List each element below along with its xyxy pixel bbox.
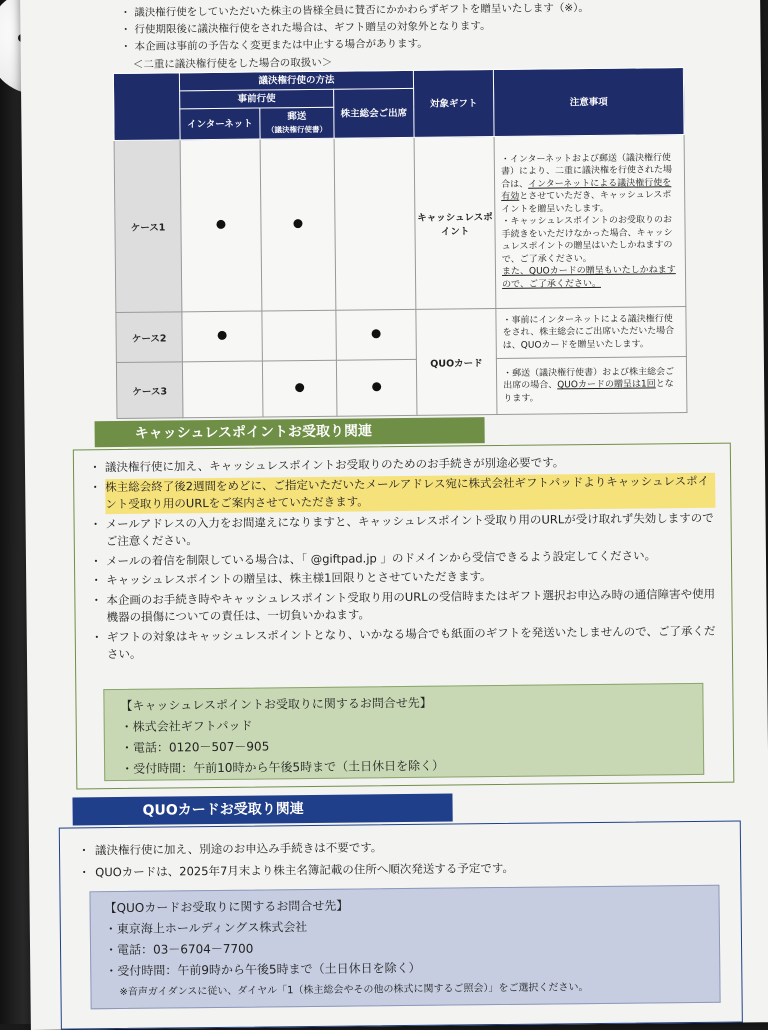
note-underlined: インターネットによる議決権行使を有効 (501, 177, 672, 203)
cashless-section-heading: キャッシュレスポイントお受取り関連 (95, 417, 485, 447)
contact-title: 【QUOカードお受取りに関するお問合せ先】 (104, 898, 349, 916)
table-corner (113, 73, 180, 141)
header-gift: 対象ギフト (413, 70, 494, 138)
document-page (20, 0, 768, 1030)
contact-hours: ・受付時間：午前9時から午後5時まで（土日休日を除く） (105, 960, 421, 979)
top-note: 行使期限後に議決権行使をされた場合は、ギフト贈呈の対象外となります。 (134, 20, 491, 36)
contact-phone: ・電話：03－6704－7700 (104, 941, 254, 958)
header-internet: インターネット (180, 108, 260, 140)
header-meeting: 株主総会ご出席 (334, 88, 415, 138)
case-1-internet (180, 139, 262, 312)
note-text: インターネットおよび郵送（議決権行使書）により、二重に議決権を行使された場合は、 (500, 152, 673, 190)
header-method: 議決権行使の方法 (179, 70, 413, 90)
check-dot (295, 383, 304, 392)
case-2-meeting (336, 309, 417, 360)
list-item: QUOカードは、2025年7月末より株主名簿記載の住所へ順次発送する予定です。 (95, 860, 514, 880)
top-note: 議決権行使をしていただいた株主の皆様全員に賛否にかかわらずギフトを贈呈いたします（※）。 (134, 2, 589, 19)
case-2-mail (262, 310, 337, 361)
quo-contact-box (89, 885, 720, 1010)
list-item: キャッシュレスポイントの贈呈は、株主様1回限りとさせていただきます。 (106, 569, 492, 588)
header-notes: 注意事項 (493, 68, 684, 137)
list-item: 議決権行使に加え、別途のお申込み手続きは不要です。 (94, 840, 383, 858)
note-text: 郵送（議決権行使書）および株主総会ご出席の場合、 (503, 366, 675, 392)
check-dot (218, 330, 227, 339)
header-mail-label: 郵送 (287, 111, 307, 123)
top-notes: ・ 議決権行使をしていただいた株主の皆様全員に賛否にかかわらずギフトを贈呈いたします（※）。 ・ 行使期限後に議決権行使をされた場合は、ギフト贈呈の対象外となります。 ・ 本企画は事前の予告なく変更または中止する場合があります。 (120, 0, 681, 56)
check-dot (293, 219, 302, 228)
case-1-label: ケース1 (114, 140, 182, 313)
case-2-label: ケース2 (116, 312, 183, 363)
check-dot (372, 329, 381, 338)
contact-note: ※音声ガイダンスに従い、ダイヤル「1（株主総会やその他の株式に関するご照会）」をご選択ください。 (119, 982, 589, 999)
header-mail-sub: （議決権行使書） (266, 124, 328, 135)
case-1-notes: ・インターネットおよび郵送（議決権行使書）により、二重に議決権を行使された場合は、インターネットによる議決権行使を有効とさせていただき、キャッシュレスポイントを贈呈いたします。 ・キャッシュレスポイントのお受取りのお手続きをいただけなかった場合、キャッシュレスポイントの贈呈はいたしかねますので、ご了承ください。 また、QUOカードの贈呈もいたしかねますので、ご了承ください。 (494, 135, 686, 309)
contact-phone: ・電話：0120－507－905 (120, 739, 270, 755)
header-advance: 事前行使 (180, 89, 334, 109)
case-3-meeting (336, 359, 417, 416)
list-item: メールアドレスの入力をお間違えになりますと、キャッシュレスポイント受取り用のURLが受け取れず失効しますのでご注意ください。 (105, 510, 714, 549)
case-1-meeting (334, 137, 416, 310)
list-item-highlighted: 株主総会終了後2週間をめどに、ご指定いただいたメールアドレス宛に株式会社ギフトパッドよりキャッシュレスポイント受取り用のURLをご案内させていただきます。 (105, 472, 715, 513)
case-2-3-gift: QUOカード (416, 309, 497, 416)
note-underlined: QUOカードの贈呈は1回 (557, 379, 656, 391)
case-1-mail (260, 138, 336, 311)
case-1-gift: キャッシュレスポイント (414, 137, 496, 310)
case-3-label: ケース3 (116, 362, 183, 419)
note-text: とさせていただき、キャッシュレスポイントを贈呈いたします。 (501, 190, 672, 215)
case-3-internet (182, 361, 263, 418)
cashless-contact-box (103, 683, 704, 781)
case-3-notes: ・郵送（議決権行使書）および株主総会ご出席の場合、QUOカードの贈呈は1回となります。 (496, 357, 687, 415)
note-text: 事前にインターネットによる議決権行使をされ、株主総会にご出席いただいた場合は、QUOカードを贈呈いたします。 (502, 313, 675, 351)
cashless-list: ・ 議決権行使に加え、キャッシュレスポイントお受取りのためのお手続きが別途必要です。 ・ 株主総会終了後2週間をめどに、ご指定いただいたメールアドレス宛に株式会社ギフトパッドよりキャッシュレスポイント受取り用のURLをご案内させていただきます。 ・ メールアドレスの入力をお間違えになりますと、キャッシュレスポイント受取り用のURLが受け取れず失効しますのでご注意ください。 ・ メールの着信を制限している場合は、「 @giftpad.jp 」のドメインから受信できるよう設定してください。 ・ キャッシュレスポイントの贈呈は、株主様1回限りとさせていただきます。 ・ 本企画のお手続き時やキャッシュレスポイント受取り用のURLの受信時またはギフト選択お申込み時の通信障害や使用機器の損傷についての責任は、一切負いかねます。 ・ ギフトの対象はキャッシュレスポイントとなり、いかなる場合でも紙面のギフトを発送いたしませんので、ご了承ください。 (85, 453, 717, 666)
list-item: 議決権行使に加え、キャッシュレスポイントお受取りのためのお手続きが別途必要です。 (104, 455, 565, 475)
table-caption: ＜二重に議決権行使をした場合の取扱い＞ (132, 56, 333, 71)
contact-title: 【キャッシュレスポイントお受取りに関するお問合せ先】 (120, 695, 432, 713)
contact-company: ・東京海上ホールディングス株式会社 (104, 920, 308, 937)
note-underlined: また、QUOカードの贈呈もいたしかねますので、ご了承ください。 (501, 265, 676, 290)
case-3-mail (262, 360, 337, 417)
contact-company: ・株式会社ギフトパッド (120, 718, 253, 734)
list-item: メールの着信を制限している場合は、「 @giftpad.jp 」のドメインから受信できるよう設定してください。 (105, 547, 657, 568)
case-2-notes: ・事前にインターネットによる議決権行使をされ、株主総会にご出席いただいた場合は、QUOカードを贈呈いたします。 (496, 307, 687, 359)
quo-list: ・ 議決権行使に加え、別途のお申込み手続きは不要です。 ・ QUOカードは、2025年7月末より株主名簿記載の住所へ順次発送する予定です。 (73, 833, 713, 884)
list-item: ギフトの対象はキャッシュレスポイントとなり、いかなる場合でも紙面のギフトを発送いたしませんので、ご了承ください。 (106, 623, 716, 662)
header-mail (260, 107, 334, 139)
quo-section-heading: QUOカードお受取り関連 (72, 794, 452, 826)
note-text: となります。 (503, 379, 674, 404)
check-dot (372, 382, 381, 391)
note-text: キャッシュレスポイントのお受取りのお手続きをいただけなかった場合、キャッシュレスポイントの贈呈はいたしかねますので、ご了承ください。 (501, 215, 673, 265)
vote-handling-table (113, 67, 688, 419)
top-note: 本企画は事前の予告なく変更または中止する場合があります。 (134, 37, 428, 53)
check-dot (216, 219, 225, 228)
contact-hours: ・受付時間：午前10時から午後5時まで（土日休日を除く） (121, 758, 445, 776)
list-item: 本企画のお手続き時やキャッシュレスポイント受取り用のURLの受信時またはギフト選択お申込み時の通信障害や使用機器の損傷についての責任は、一切負いかねます。 (106, 586, 716, 625)
case-2-internet (182, 311, 263, 362)
